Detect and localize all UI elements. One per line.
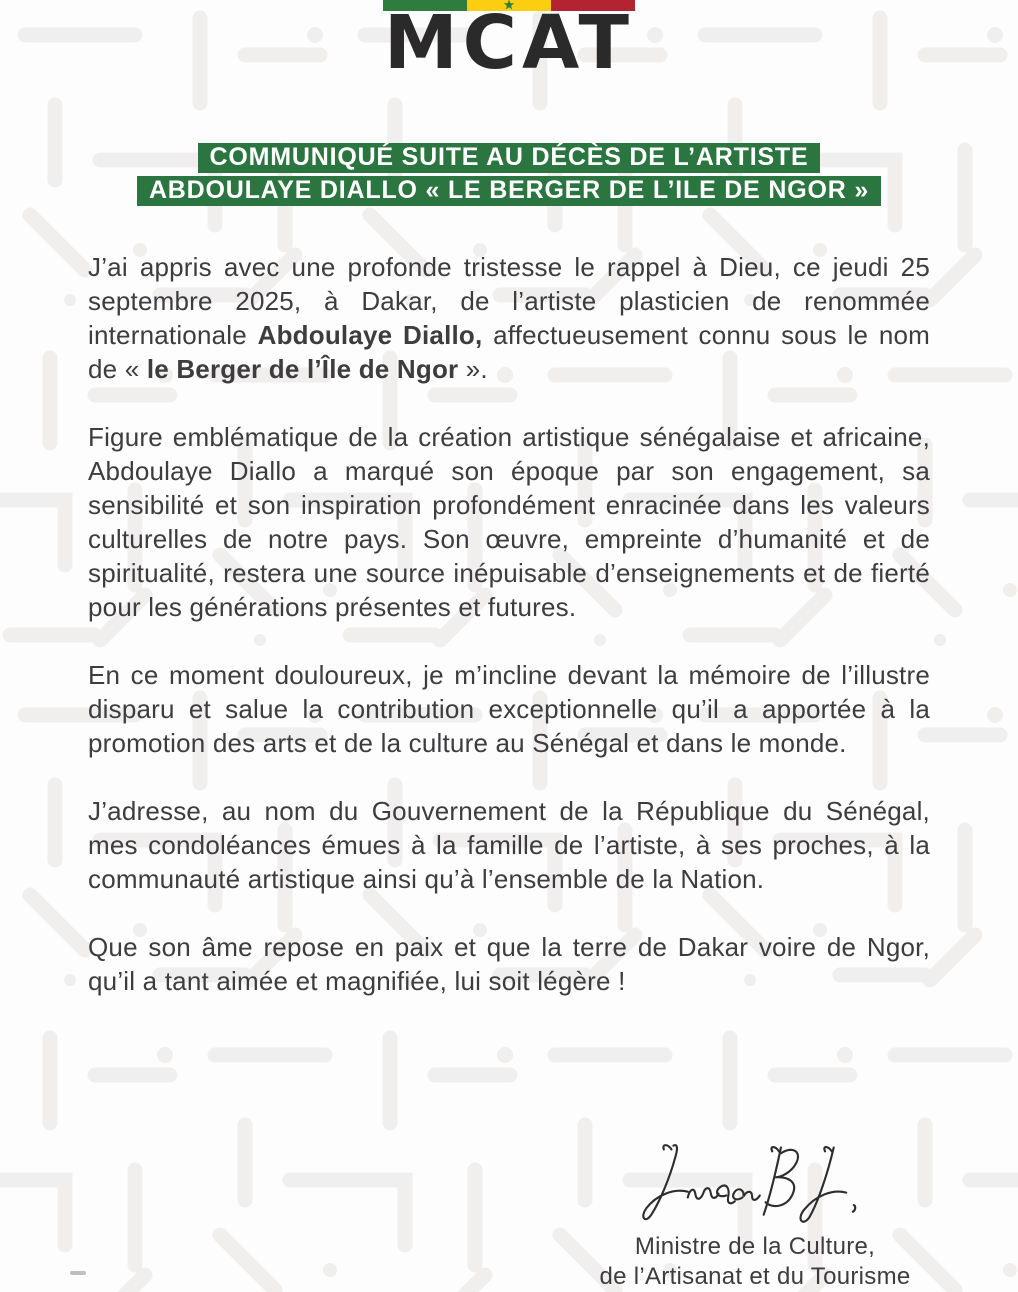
paragraph-4: J’adresse, au nom du Gouvernement de la République du Sénégal, mes condoléances émues à la famille de l’artiste, à ses proches, à la communauté artistique ainsi qu’à l’ensemble de la Nation. <box>88 796 930 894</box>
signature-block <box>595 1136 915 1292</box>
paragraph-1: J’ai appris avec une profonde tristesse le rappel à Dieu, ce jeudi 25 septembre 2025, à Dakar, de l’artiste plasticien de renommée internationale Abdoulaye Diallo, affectueusement connu sous le nom de « le Berger de l’Île de Ngor ». <box>88 252 930 384</box>
mcat-logo: MCAT <box>384 0 634 86</box>
minister-title-line-1: Ministre de la Culture, <box>634 1233 876 1260</box>
communique-body <box>88 250 930 1032</box>
banner-line-1: COMMUNIQUÉ SUITE AU DÉCÈS DE L’ARTISTE <box>198 143 821 173</box>
banner-row-2 <box>0 176 1018 206</box>
bottom-left-cropped-mark <box>70 1271 86 1275</box>
minister-signature-handwriting <box>630 1136 880 1232</box>
communique-title-banner <box>0 143 1018 209</box>
paragraph-2: Figure emblématique de la création artistique sénégalaise et africaine, Abdoulaye Diallo a marqué son époque par son engagement, sa sensibilité et son inspiration profondément enracinée dans les valeurs culturelles de notre pays. Son œuvre, empreinte d’humanité et de spiritualité, restera une source inépuisable d’enseignements et de fierté pour les générations présentes et futures. <box>88 422 930 622</box>
paragraph-5: Que son âme repose en paix et que la terre de Dakar voire de Ngor, qu’il a tant aimée et magnifiée, lui soit légère ! <box>88 932 930 996</box>
minister-title-line-2: de l’Artisanat et du Tourisme <box>599 1263 911 1290</box>
banner-line-2: ABDOULAYE DIALLO « LE BERGER DE L’ILE DE NGOR » <box>137 176 881 206</box>
banner-row-1 <box>0 143 1018 173</box>
paragraph-3: En ce moment douloureux, je m’incline devant la mémoire de l’illustre disparu et salue la contribution exceptionnelle qu’il a apportée à la promotion des arts et de la culture au Sénégal et dans le monde. <box>88 660 930 758</box>
